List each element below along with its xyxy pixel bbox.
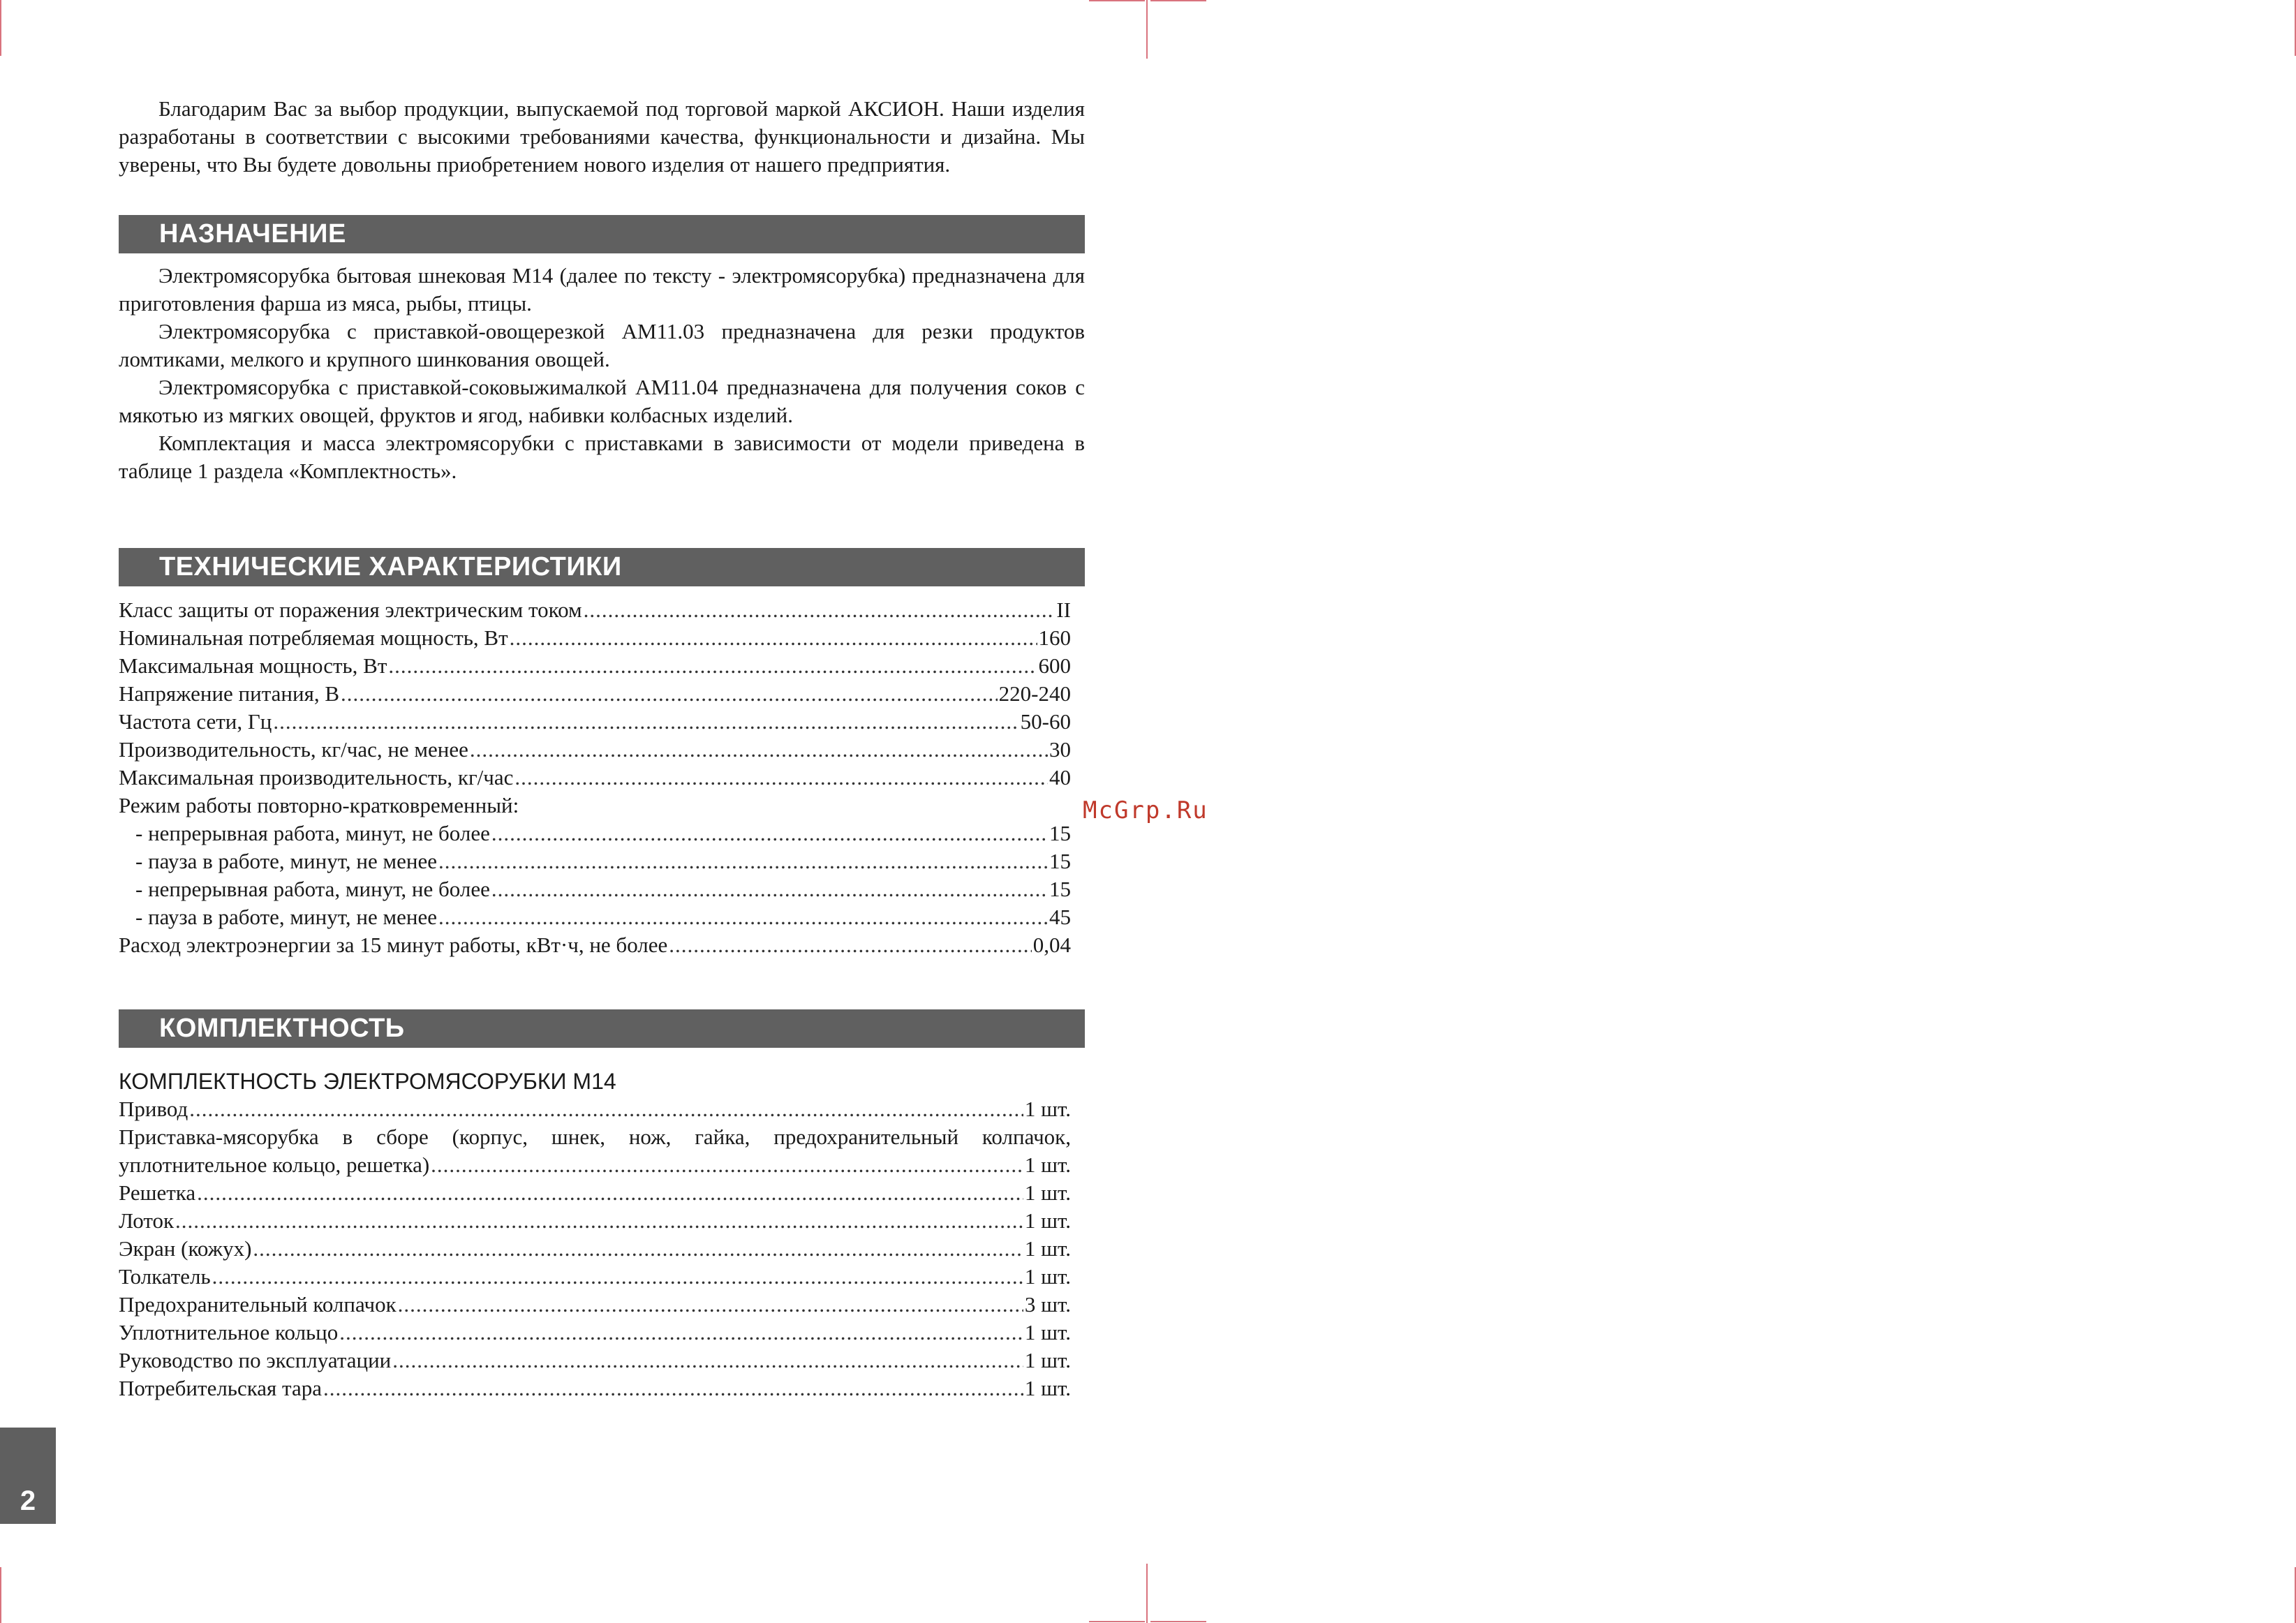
spec-row: Максимальная производительность, кг/час ..... 40 [119,764,1071,792]
crop-mark-top-left-v [0,0,1,56]
crop-mark-bottom-center-v [1146,1564,1148,1623]
spec-row: Класс защиты от поражения электрическим током ..... II [119,596,1071,624]
kit-subtitle: КОМПЛЕКТНОСТЬ ЭЛЕКТРОМЯСОРУБКИ М14 [119,1069,616,1094]
crop-mark-bottom-left-v [0,1567,1,1623]
kit-row: Толкатель ..... 1 шт. [119,1263,1071,1291]
spec-row: Производительность, кг/час, не менее ..... 30 [119,736,1071,764]
spec-mode-label: Режим работы повторно-кратковременный: [119,793,519,817]
crop-mark-top-center-h-right [1150,0,1206,1]
crop-mark-top-center-h-left [1089,0,1145,1]
spec-mode-row: - непрерывная работа, минут, не более ..... 15 [119,875,1071,903]
page-content [119,95,1085,1402]
crop-mark-bottom-center-h-left [1089,1621,1145,1622]
specs-list [119,596,1071,959]
kit-row: Решетка ..... 1 шт. [119,1179,1071,1207]
spec-row: Напряжение питания, В ..... 220-240 [119,680,1071,708]
crop-mark-bottom-center-h-right [1150,1621,1206,1622]
spec-row: Максимальная мощность, Вт ..... 600 [119,652,1071,680]
spec-row-energy: Расход электроэнергии за 15 минут работы, кВт·ч, не более ..... 0,04 [119,931,1071,959]
purpose-paragraph-2: Электромясорубка с приставкой-овощерезкой АМ11.03 предназначена для резки продуктов ломтиками, мелкого и крупного шинкования овощей. [119,319,1085,371]
kit-row: Экран (кожух) ..... 1 шт. [119,1235,1071,1263]
section-title-specs: ТЕХНИЧЕСКИЕ ХАРАКТЕРИСТИКИ [119,548,1085,586]
spec-row: Номинальная потребляемая мощность, Вт ..... 160 [119,624,1071,652]
kit-row: Уплотнительное кольцо ..... 1 шт. [119,1319,1071,1347]
kit-row: Потребительская тара ..... 1 шт. [119,1374,1071,1402]
kit-row: Лоток ..... 1 шт. [119,1207,1071,1235]
purpose-paragraph-3: Электромясорубка с приставкой-соковыжималкой АМ11.04 предназначена для получения соков с мякотью из мягких овощей, фруктов и ягод, набивки колбасных изделий. [119,375,1085,427]
section-title-purpose: НАЗНАЧЕНИЕ [119,215,1085,253]
page-number-tab [0,1428,56,1524]
kit-row: Предохранительный колпачок ..... 3 шт. [119,1291,1071,1319]
kit-row: Руководство по эксплуатации ..... 1 шт. [119,1347,1071,1374]
purpose-paragraph-4: Комплектация и масса электромясорубки с приставками в зависимости от модели приведена в таблице 1 раздела «Комплектность». [119,431,1085,483]
spec-row: Частота сети, Гц ..... 50-60 [119,708,1071,736]
intro-paragraph: Благодарим Вас за выбор продукции, выпускаемой под торговой маркой АКСИОН. Наши изделия разработаны в соответствии с высокими требованиями качества, функциональности и дизайна. Мы уверены, что Вы будете довольны приобретением нового изделия от нашего предприятия. [119,96,1085,177]
section-title-kit: КОМПЛЕКТНОСТЬ [119,1009,1085,1048]
kit-list [119,1067,1071,1402]
page-number: 2 [20,1485,36,1516]
spec-mode-row: - непрерывная работа, минут, не более ..... 15 [119,820,1071,847]
watermark-link[interactable]: McGrp.Ru [1083,796,1208,824]
kit-assembly-line: Приставка-мясорубка в сборе (корпус, шнек, нож, гайка, предохранительный колпачок, [119,1125,1071,1149]
purpose-paragraph-1: Электромясорубка бытовая шнековая М14 (далее по тексту - электромясорубка) предназначена для приготовления фарша из мяса, рыбы, птицы. [119,263,1085,316]
kit-row: уплотнительное кольцо, решетка) ..... 1 шт. [119,1151,1071,1179]
crop-mark-top-center-v [1146,0,1148,59]
spec-mode-row: - пауза в работе, минут, не менее ..... 45 [119,903,1071,931]
kit-row: Привод ..... 1 шт. [119,1095,1071,1123]
spec-mode-row: - пауза в работе, минут, не менее ..... 15 [119,847,1071,875]
